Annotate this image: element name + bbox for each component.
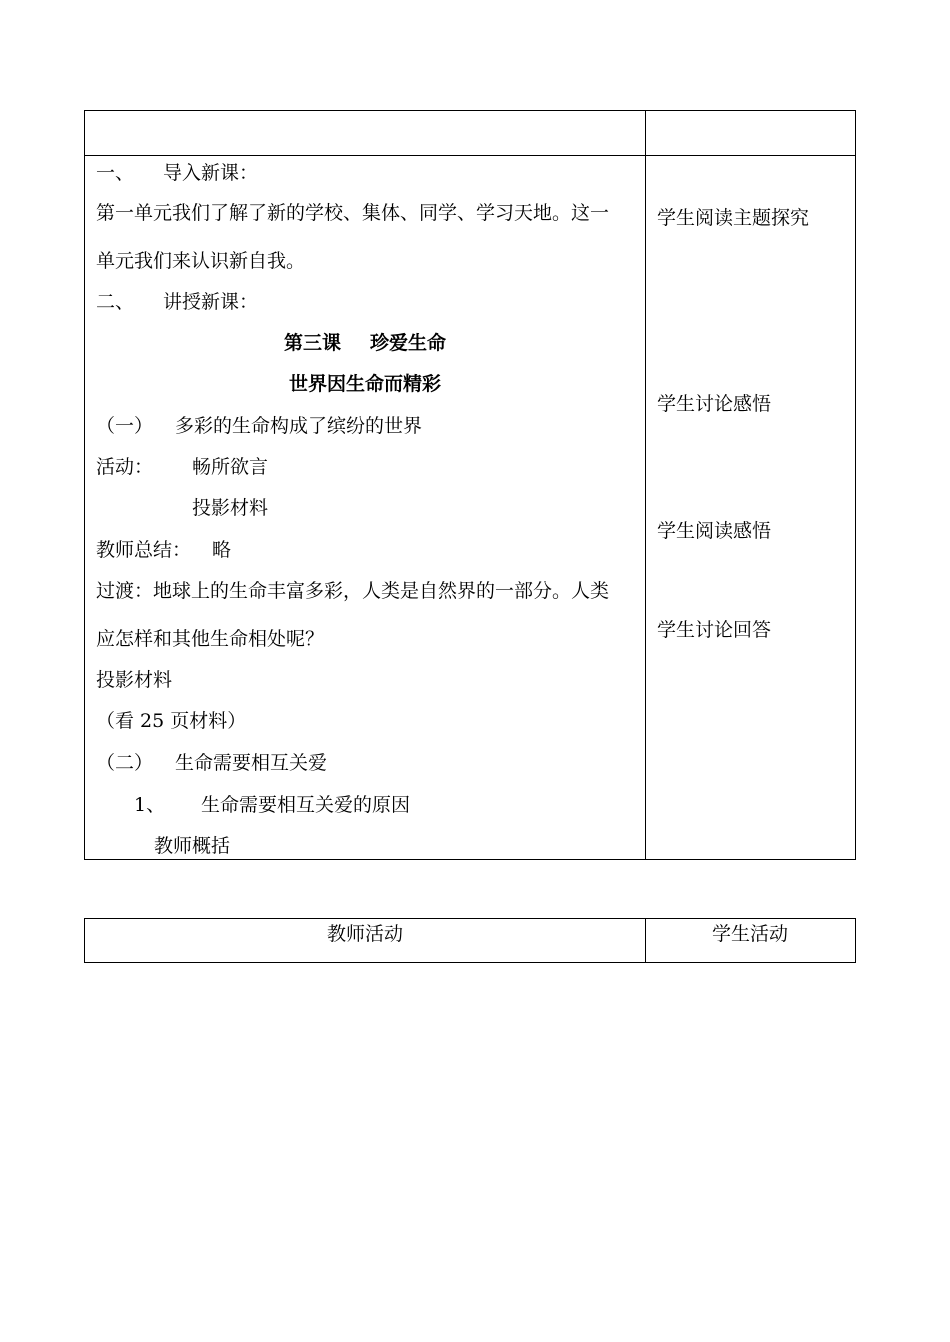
section-one-title: 导入新课： bbox=[163, 162, 259, 184]
transition-line2: 应怎样和其他生命相处呢？ bbox=[96, 628, 325, 650]
section-one-number: 一、 bbox=[96, 162, 135, 184]
header-student-activity: 学生活动 bbox=[712, 923, 789, 945]
teacher-summary-text: 略 bbox=[212, 539, 232, 561]
section-two-number: 二、 bbox=[96, 291, 135, 313]
lesson-number: 第三课 bbox=[284, 332, 342, 354]
student-activity-3: 学生阅读感悟 bbox=[657, 520, 772, 542]
lesson-title: 珍爱生命 bbox=[370, 332, 447, 354]
item-one-number: 1、 bbox=[134, 794, 166, 816]
section-two-title: 讲授新课： bbox=[163, 291, 259, 313]
subsection-one-number: （一） bbox=[96, 415, 154, 437]
item-one-title: 生命需要相互关爱的原因 bbox=[201, 794, 411, 816]
student-activity-4: 学生讨论回答 bbox=[657, 619, 772, 641]
subsection-one-title: 多彩的生命构成了缤纷的世界 bbox=[175, 415, 423, 437]
projection-material-1: 投影材料 bbox=[192, 497, 269, 519]
activity-label: 活动： bbox=[96, 456, 154, 478]
lesson-subtitle: 世界因生命而精彩 bbox=[289, 373, 442, 395]
see-material-note: （看 25 页材料） bbox=[96, 710, 247, 732]
teacher-summary-label: 教师总结： bbox=[96, 539, 192, 561]
activity-text: 畅所欲言 bbox=[192, 456, 269, 478]
projection-material-2: 投影材料 bbox=[96, 669, 173, 691]
subsection-two-title: 生命需要相互关爱 bbox=[175, 752, 328, 774]
student-activity-2: 学生讨论感悟 bbox=[657, 393, 772, 415]
transition-line1: 过渡：地球上的生命丰富多彩，人类是自然界的一部分。人类 bbox=[96, 580, 610, 602]
student-activity-1: 学生阅读主题探究 bbox=[657, 207, 810, 229]
intro-paragraph-line2: 单元我们来认识新自我。 bbox=[96, 250, 306, 272]
header-teacher-activity: 教师活动 bbox=[327, 923, 404, 945]
intro-paragraph-line1: 第一单元我们了解了新的学校、集体、同学、学习天地。这一 bbox=[96, 202, 610, 224]
teacher-summary: 教师概括 bbox=[154, 835, 231, 857]
subsection-two-number: （二） bbox=[96, 752, 154, 774]
